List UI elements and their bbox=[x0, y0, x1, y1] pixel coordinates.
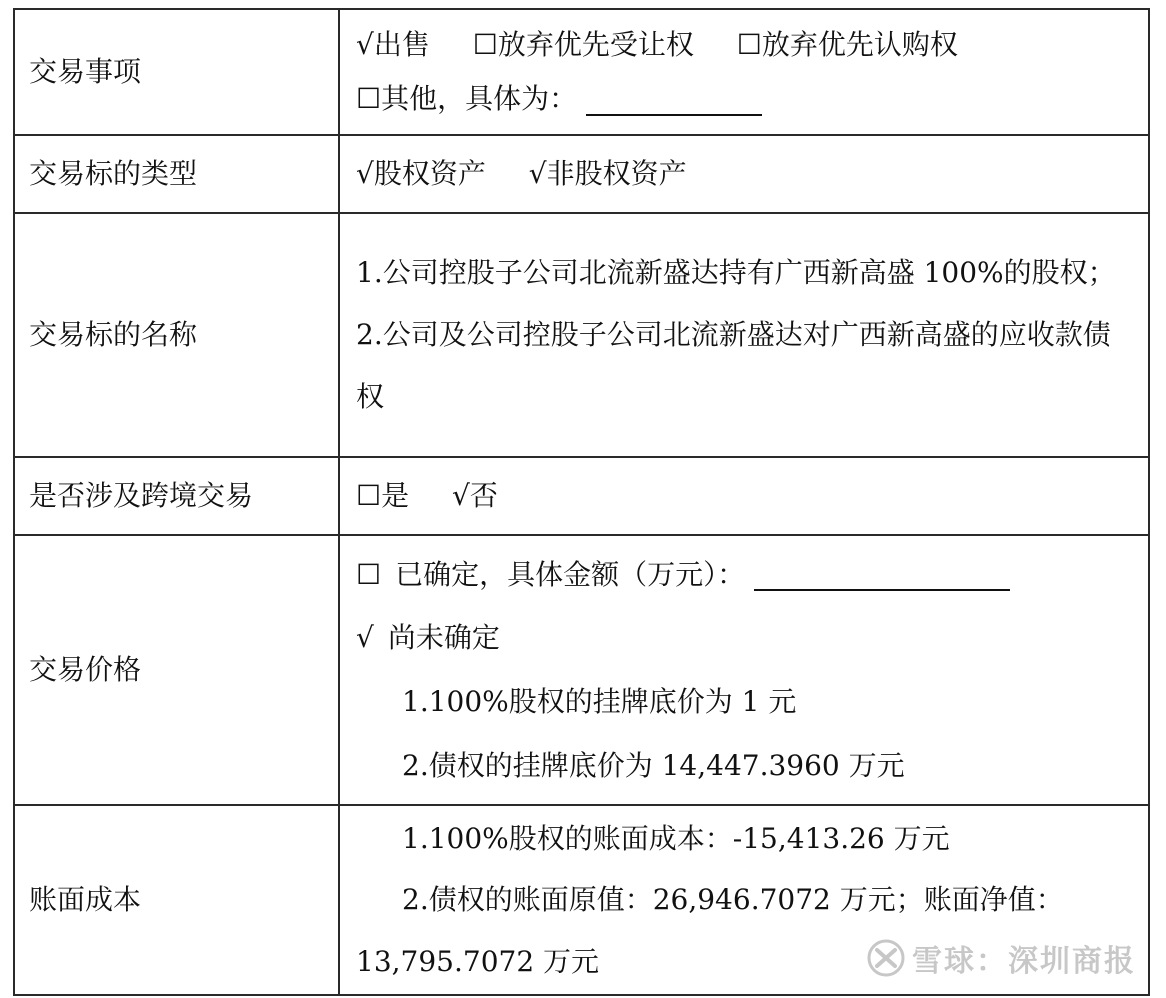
target-item-2: 2.公司及公司控股子公司北流新盛达对广西新高盛的应收款债权 bbox=[356, 318, 1111, 413]
cost-item-1: 1.100%股权的账面成本：-15,413.26 万元 bbox=[402, 821, 950, 855]
amount-blank-line bbox=[754, 563, 1010, 591]
row-content bbox=[339, 535, 1149, 805]
checkbox-empty-icon: ☐ bbox=[356, 557, 382, 591]
row-content bbox=[339, 135, 1149, 213]
row-label: 账面成本 bbox=[14, 805, 339, 995]
checkbox-empty-icon: ☐ bbox=[356, 82, 382, 115]
option-undetermined[interactable]: √ 尚未确定 bbox=[356, 621, 500, 655]
check-mark-icon: √ bbox=[356, 621, 374, 655]
row-label: 交易标的名称 bbox=[14, 213, 339, 457]
price-item-1: 1.100%股权的挂牌底价为 1 元 bbox=[402, 685, 797, 718]
row-content bbox=[339, 457, 1149, 535]
other-blank-line bbox=[586, 88, 762, 116]
row-label: 交易标的类型 bbox=[14, 135, 339, 213]
option-other[interactable]: ☐其他，具体为： bbox=[356, 82, 578, 115]
row-label: 交易价格 bbox=[14, 535, 339, 805]
option-yes[interactable]: ☐是 bbox=[356, 479, 410, 513]
table-row bbox=[14, 213, 1149, 457]
check-mark-icon: √ bbox=[356, 28, 374, 62]
table-row bbox=[14, 9, 1149, 135]
cost-item-2: 2.债权的账面原值：26,946.7072 万元；账面净值： bbox=[402, 883, 1064, 917]
price-item-2: 2.债权的挂牌底价为 14,447.3960 万元 bbox=[402, 748, 905, 782]
table-row bbox=[14, 535, 1149, 805]
checkbox-empty-icon: ☐ bbox=[472, 28, 498, 62]
table-row bbox=[14, 457, 1149, 535]
table-row bbox=[14, 135, 1149, 213]
check-mark-icon: √ bbox=[356, 157, 374, 191]
row-content bbox=[339, 9, 1149, 135]
xueqiu-logo-icon bbox=[866, 938, 906, 978]
option-sale[interactable]: √出售 bbox=[356, 28, 430, 62]
row-content bbox=[339, 213, 1149, 457]
check-mark-icon: √ bbox=[528, 157, 547, 191]
row-label: 是否涉及跨境交易 bbox=[14, 457, 339, 535]
checkbox-empty-icon: ☐ bbox=[356, 479, 382, 513]
checkbox-empty-icon: ☐ bbox=[736, 28, 762, 62]
transaction-table bbox=[13, 8, 1150, 996]
watermark-text: 雪球：深圳商报 bbox=[912, 944, 1136, 979]
option-equity[interactable]: √股权资产 bbox=[356, 157, 486, 191]
option-waive-transfer[interactable]: ☐放弃优先受让权 bbox=[472, 28, 694, 62]
option-no[interactable]: √否 bbox=[452, 479, 498, 513]
cost-item-2-continued: 13,795.7072 万元 bbox=[356, 944, 600, 978]
option-waive-subscribe[interactable]: ☐放弃优先认购权 bbox=[736, 28, 958, 62]
row-label: 交易事项 bbox=[14, 9, 339, 135]
watermark bbox=[866, 936, 1136, 980]
option-non-equity[interactable]: √非股权资产 bbox=[528, 157, 687, 191]
target-item-1: 1.公司控股子公司北流新盛达持有广西新高盛 100%的股权； bbox=[356, 256, 1116, 289]
option-determined[interactable]: ☐ 已确定，具体金额（万元）： bbox=[356, 557, 746, 591]
check-mark-icon: √ bbox=[452, 479, 470, 513]
